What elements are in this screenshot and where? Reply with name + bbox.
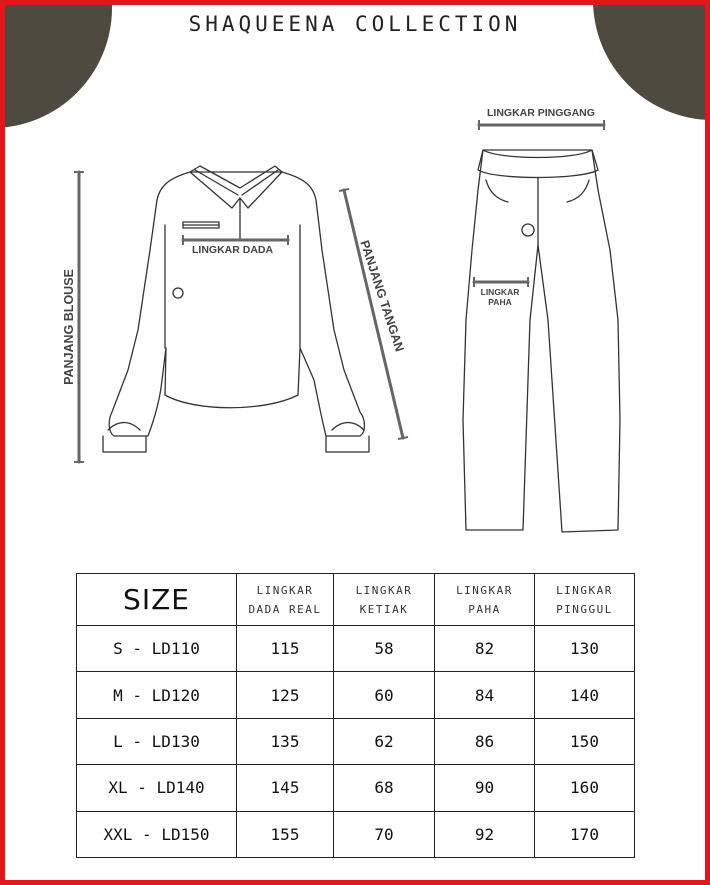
table-row xyxy=(77,718,635,764)
value-cell: 92 xyxy=(435,811,535,857)
value-cell: 68 xyxy=(334,765,435,811)
value-cell: 82 xyxy=(435,626,535,672)
value-cell: 135 xyxy=(237,718,334,764)
page-title: SHAQUEENA COLLECTION xyxy=(188,12,522,36)
value-cell: 90 xyxy=(435,765,535,811)
table-row xyxy=(77,626,635,672)
label-panjang-blouse: PANJANG BLOUSE xyxy=(62,269,76,385)
label-lingkar-paha-line2: PAHA xyxy=(488,297,512,307)
value-cell: 145 xyxy=(237,765,334,811)
value-cell: 58 xyxy=(334,626,435,672)
value-cell: 125 xyxy=(237,672,334,718)
table-row xyxy=(77,765,635,811)
size-cell: S - LD110 xyxy=(77,626,237,672)
pants-waistband xyxy=(478,150,598,178)
table-row xyxy=(77,672,635,718)
column-header: LINGKAR KETIAK xyxy=(334,574,435,626)
table-row xyxy=(77,811,635,857)
label-lingkar-pinggang: LINGKAR PINGGANG xyxy=(487,107,595,119)
value-cell: 140 xyxy=(535,672,635,718)
value-cell: 60 xyxy=(334,672,435,718)
column-header: LINGKAR PAHA xyxy=(435,574,535,626)
size-cell: XXL - LD150 xyxy=(77,811,237,857)
size-cell: L - LD130 xyxy=(77,718,237,764)
size-cell: XL - LD140 xyxy=(77,765,237,811)
value-cell: 130 xyxy=(535,626,635,672)
value-cell: 86 xyxy=(435,718,535,764)
value-cell: 160 xyxy=(535,765,635,811)
label-lingkar-paha-line1: LINGKAR xyxy=(480,287,520,297)
value-cell: 84 xyxy=(435,672,535,718)
pants-outline xyxy=(463,150,620,532)
table-header-row xyxy=(77,574,635,626)
column-header: LINGKAR PINGGUL xyxy=(535,574,635,626)
size-cell: M - LD120 xyxy=(77,672,237,718)
blouse-outline xyxy=(109,172,364,436)
label-panjang-tangan: PANJANG TANGAN xyxy=(357,238,407,354)
value-cell: 115 xyxy=(237,626,334,672)
label-lingkar-paha xyxy=(474,287,526,307)
size-header: SIZE xyxy=(77,574,237,626)
value-cell: 150 xyxy=(535,718,635,764)
value-cell: 170 xyxy=(535,811,635,857)
value-cell: 155 xyxy=(237,811,334,857)
value-cell: 70 xyxy=(334,811,435,857)
label-lingkar-dada: LINGKAR DADA xyxy=(192,244,274,256)
value-cell: 62 xyxy=(334,718,435,764)
size-chart-table xyxy=(76,573,635,858)
column-header: LINGKAR DADA REAL xyxy=(237,574,334,626)
